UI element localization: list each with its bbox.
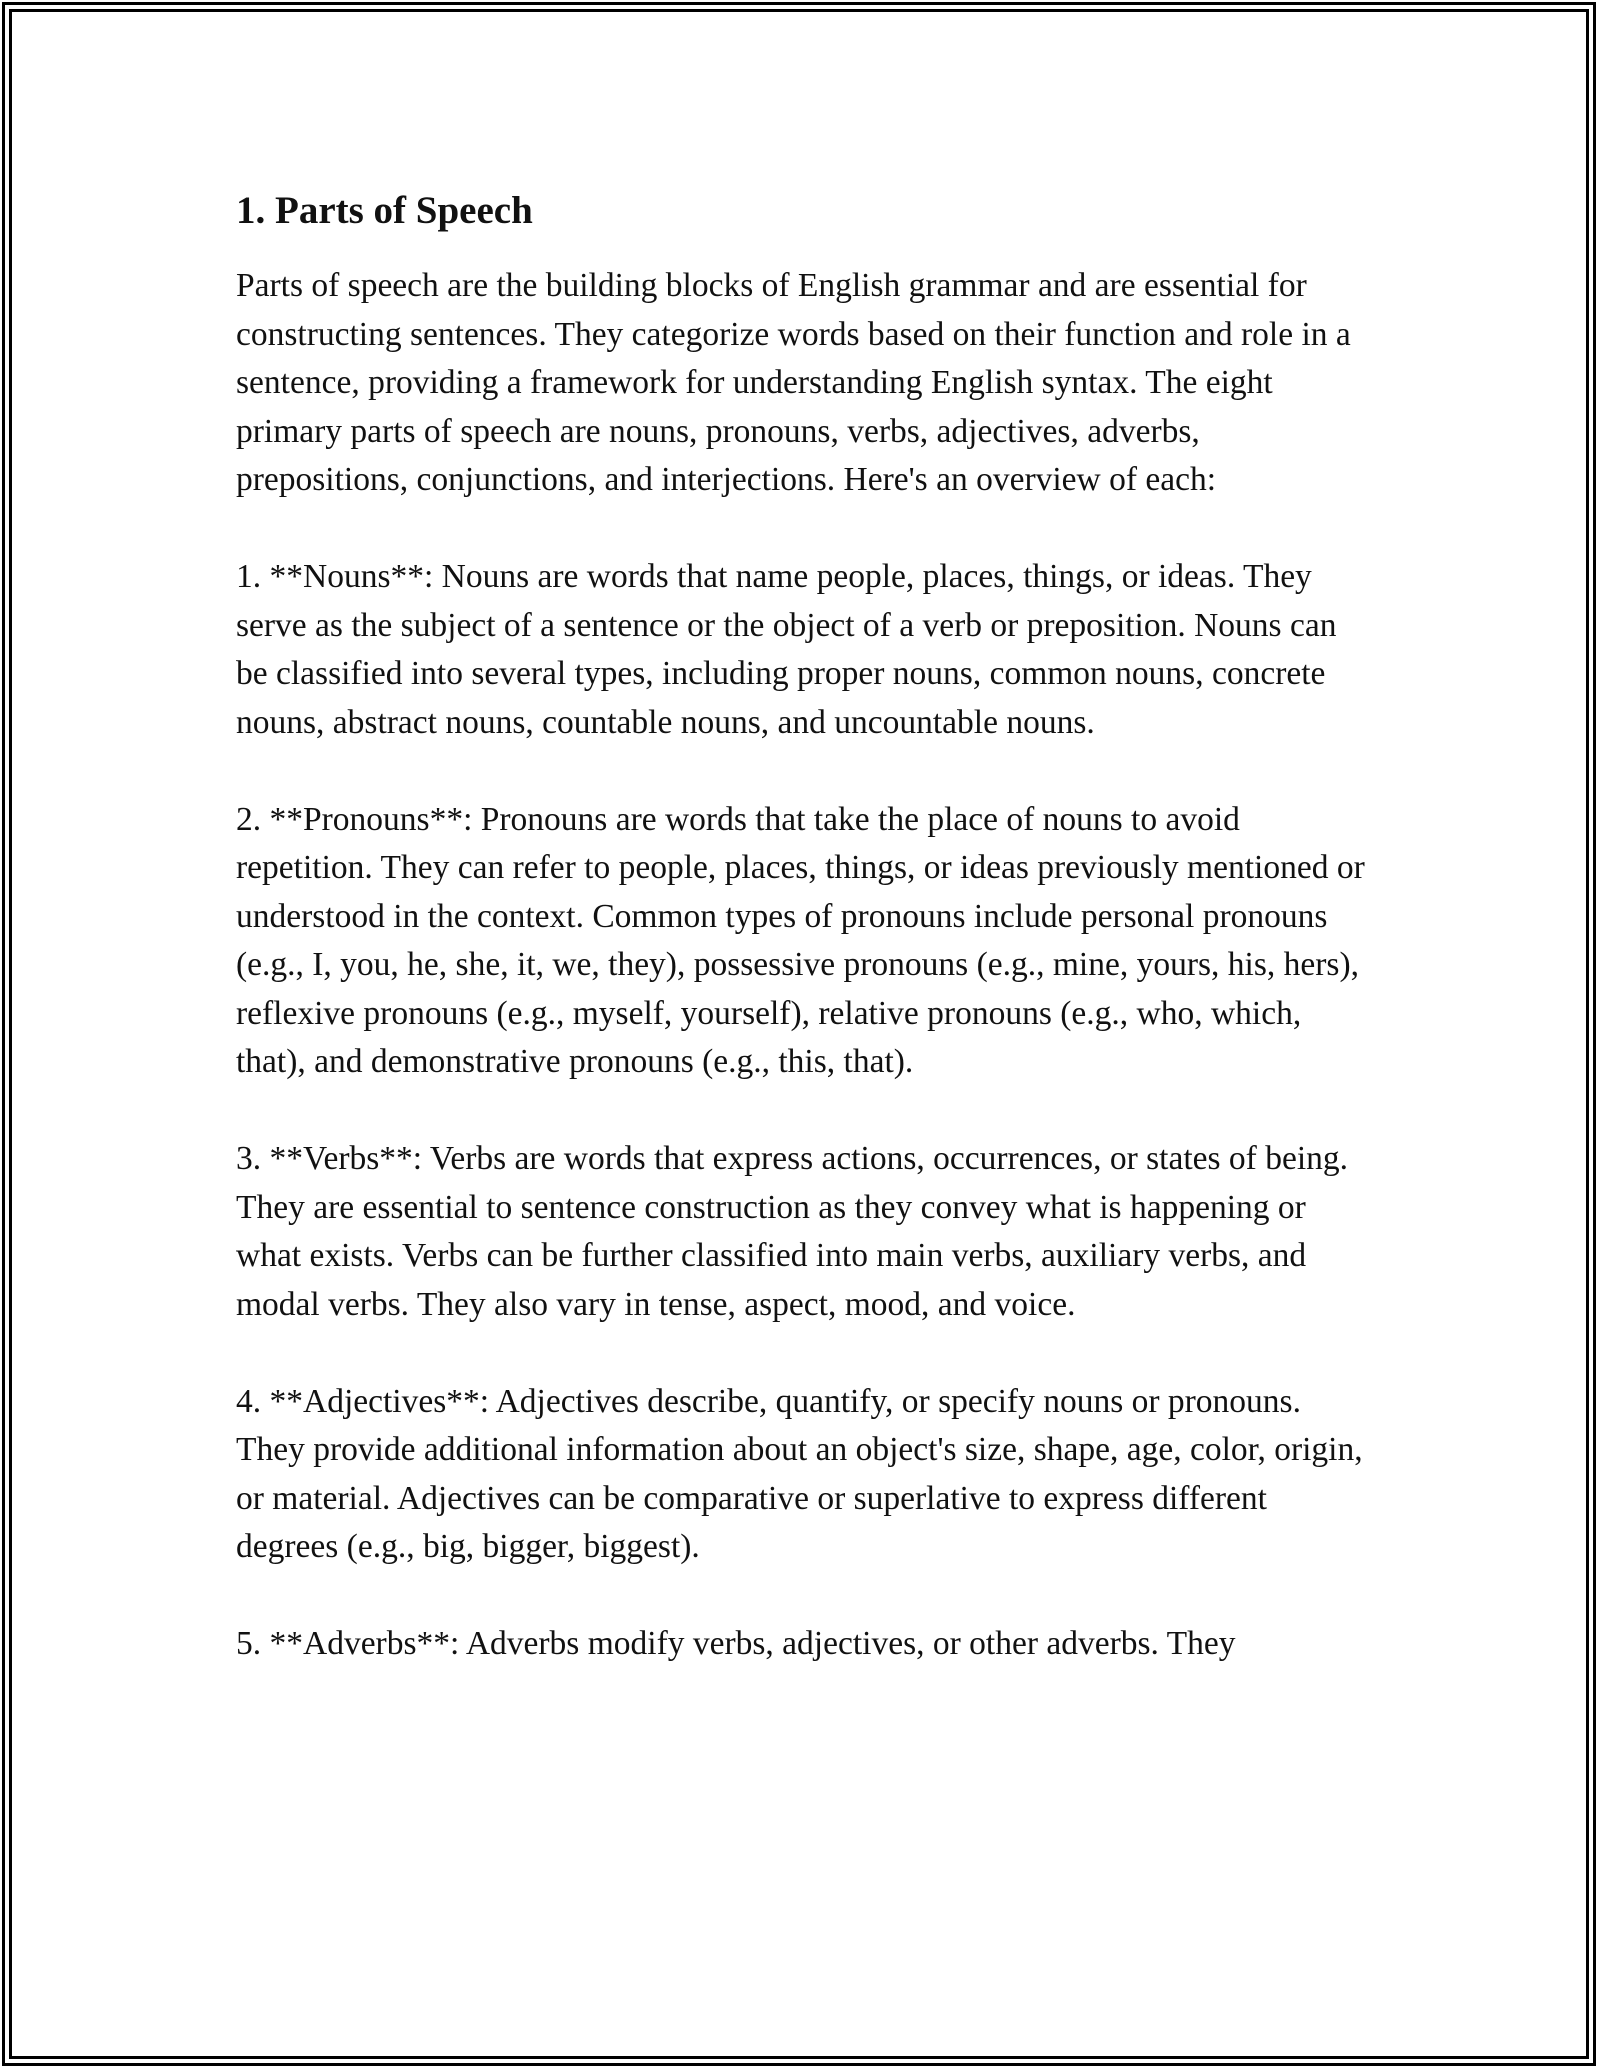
adverbs-paragraph: 5. **Adverbs**: Adverbs modify verbs, adjectives, or other adverbs. They <box>236 1625 1236 1662</box>
verbs-paragraph: 3. **Verbs**: Verbs are words that express actions, occurrences, or states of being. They are essential to sentence construction as they convey what is happening or what exists. Verbs can be further classified into main verbs, auxiliary verbs, and modal verbs. They also vary in tense, aspect, mood, and voice. <box>236 1140 1349 1323</box>
intro-paragraph: Parts of speech are the building blocks of English grammar and are essential for constructing sentences. They categorize words based on their function and role in a sentence, providing a framework for understanding English syntax. The eight primary parts of speech are nouns, pronouns, verbs, adjectives, adverbs, prepositions, conjunctions, and interjections. Here's an overview of each: <box>236 267 1351 498</box>
nouns-paragraph: 1. **Nouns**: Nouns are words that name people, places, things, or ideas. They serve as the subject of a sentence or the object of a verb or preposition. Nouns can be classified into several types, including proper nouns, common nouns, concrete nouns, abstract nouns, countable nouns, and uncountable nouns. <box>236 558 1337 741</box>
pronouns-paragraph: 2. **Pronouns**: Pronouns are words that take the place of nouns to avoid repetition. They can refer to people, places, things, or ideas previously mentioned or understood in the context. Common types of pronouns include personal pronouns (e.g., I, you, he, she, it, we, they), possessive pronouns (e.g., mine, yours, his, hers), reflexive pronouns (e.g., myself, yourself), relative pronouns (e.g., who, which, that), and demonstrative pronouns (e.g., this, that). <box>236 800 1365 1080</box>
adjectives-paragraph: 4. **Adjectives**: Adjectives describe, quantify, or specify nouns or pronouns. They provide additional information about an object's size, shape, age, color, origin, or material. Adjectives can be comparative or superlative to express different degrees (e.g., big, bigger, biggest). <box>236 1382 1363 1565</box>
document-body <box>236 186 1366 1717</box>
section-heading: 1. Parts of Speech <box>236 189 533 232</box>
